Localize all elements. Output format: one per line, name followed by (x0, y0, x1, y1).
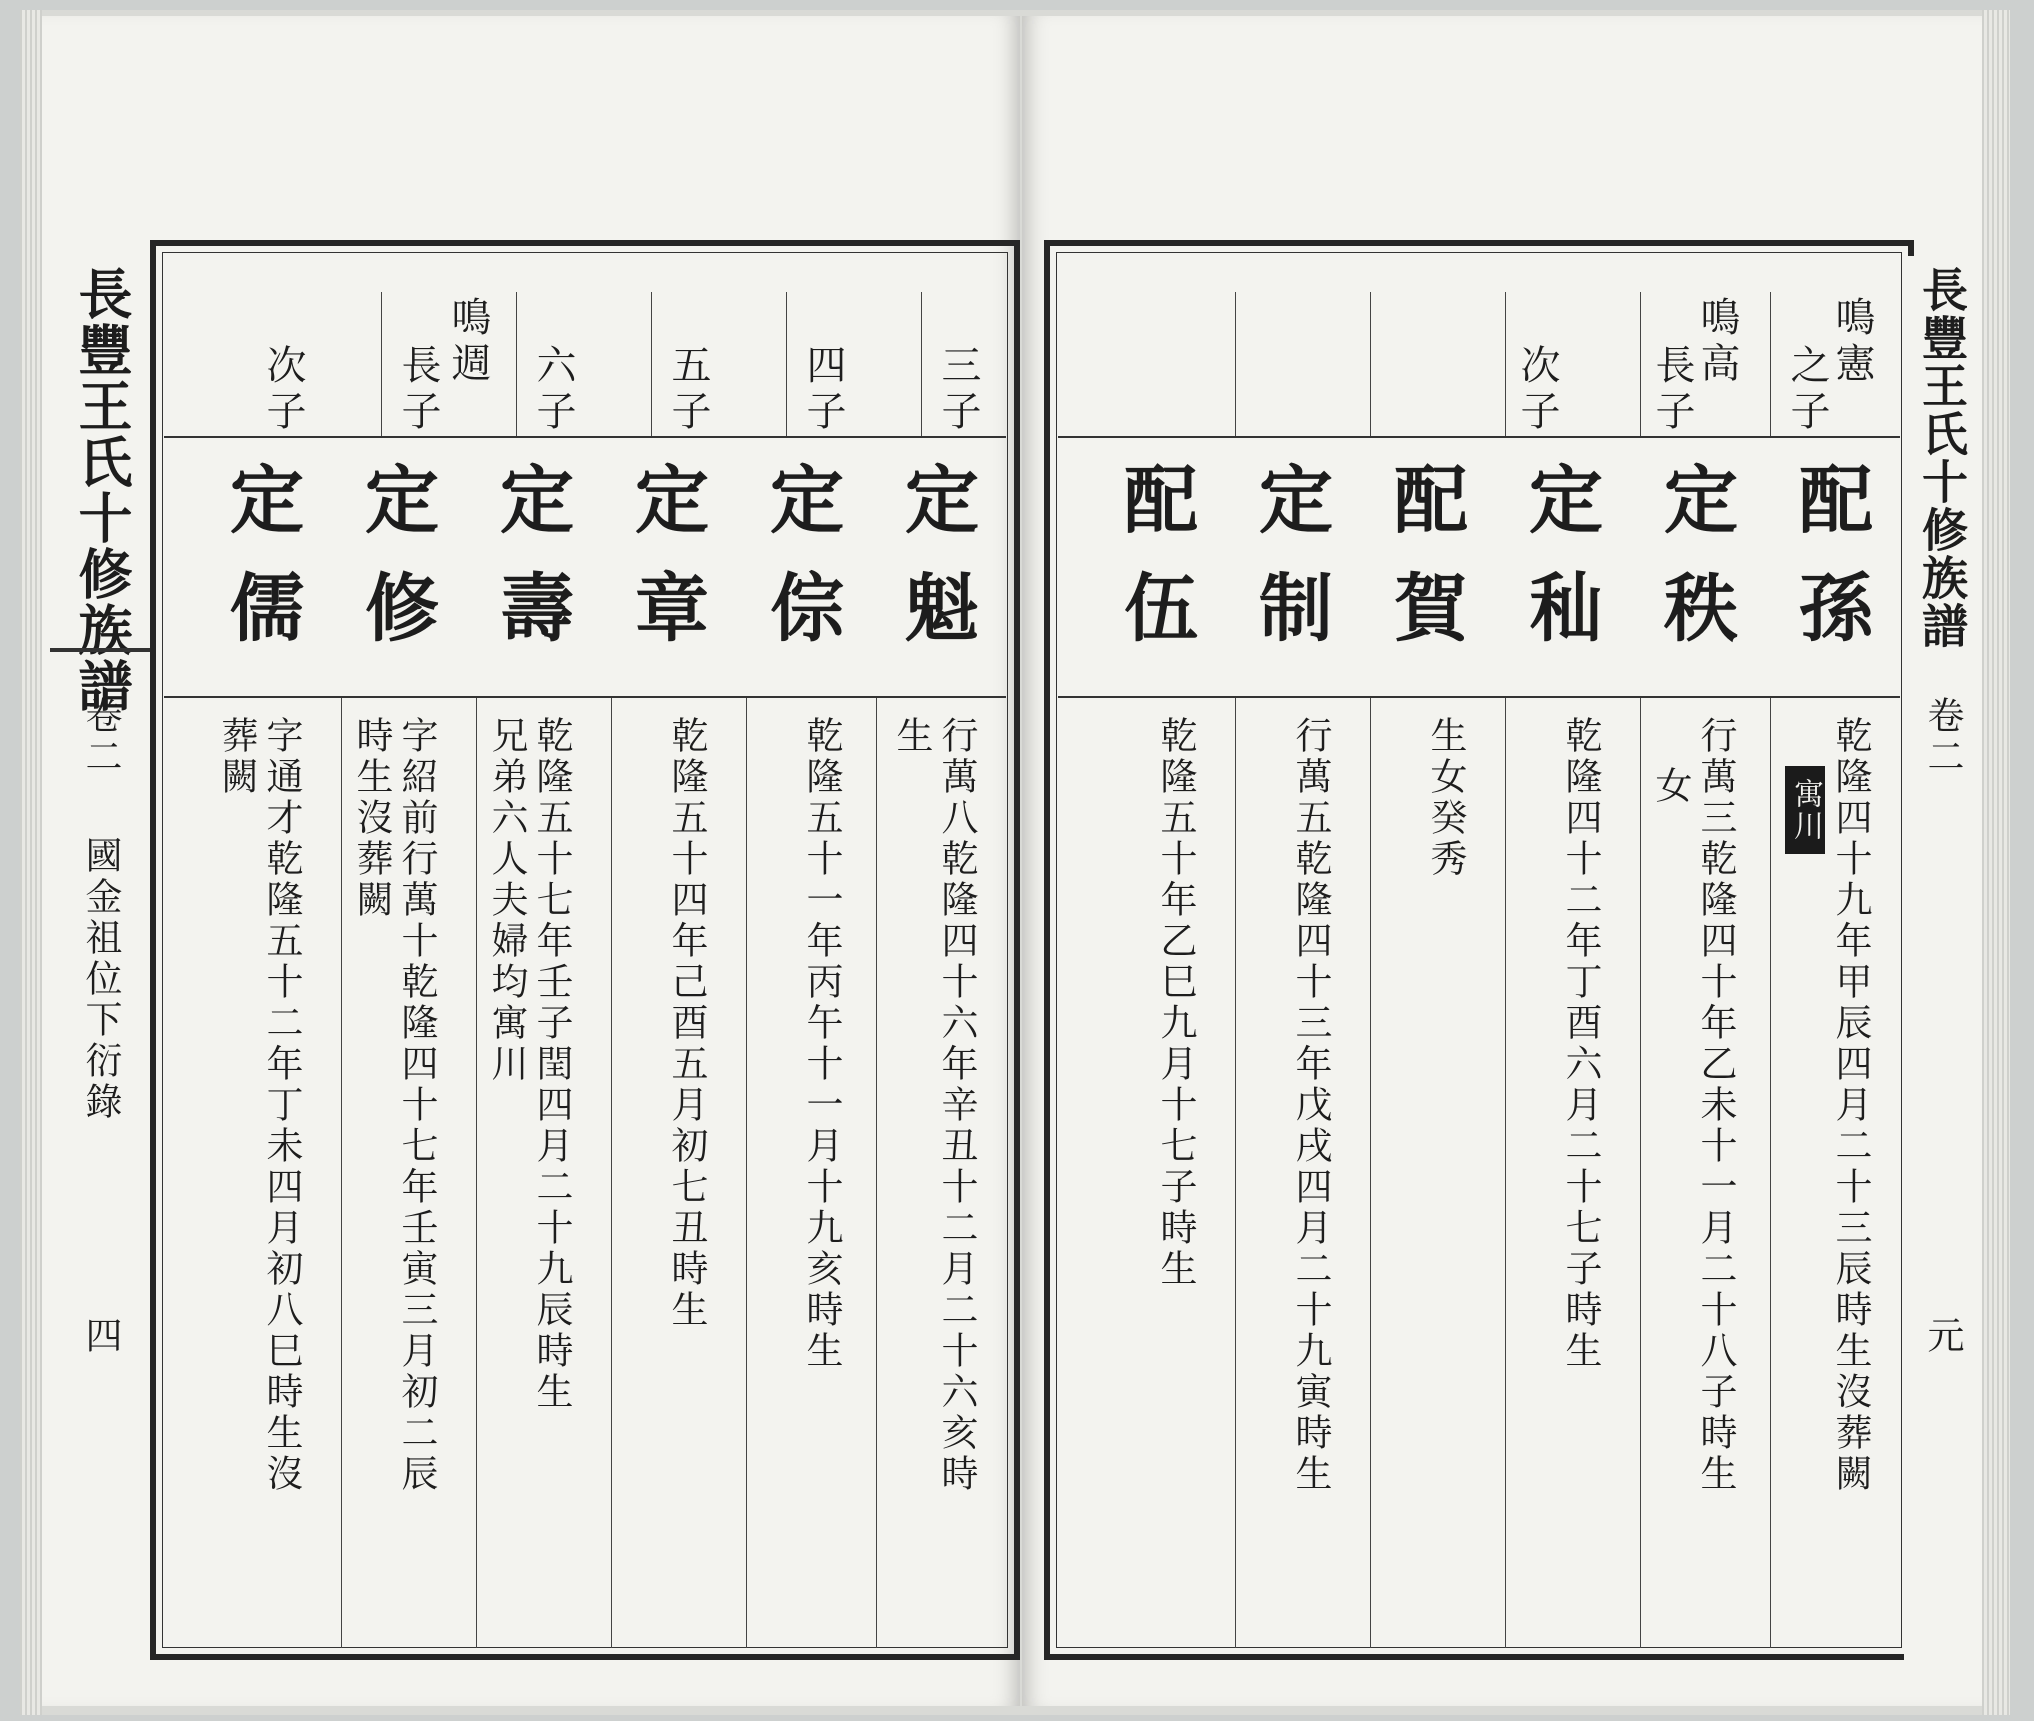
left-body-4-col-1: 時生沒葬闕 (350, 716, 393, 921)
left-body-0-col-1: 生 (890, 716, 933, 757)
left-spine-volume: 卷二 (79, 696, 122, 778)
right-body-1-seal: 寓川 (1785, 766, 1825, 854)
left-header-0: 三子 (935, 344, 981, 436)
right-name-0: 配孫 (1787, 461, 1873, 677)
left-body-1-col-0: 乾隆五十一年丙午十一月十九亥時生 (800, 716, 843, 1372)
left-header-2: 五子 (665, 344, 711, 436)
left-spine-page: 四 (79, 1316, 122, 1357)
right-name-1: 定秩 (1652, 461, 1738, 677)
left-header-4-father: 鳴週 (445, 296, 491, 388)
right-body-5-col-0: 乾隆五十年乙巳九月十七子時生 (1154, 716, 1197, 1290)
right-header-0-father: 鳴憲 (1829, 296, 1875, 388)
left-body-5-col-0: 字通才乾隆五十二年丁未四月初八巳時生沒 (260, 716, 303, 1495)
page-edges-left (20, 10, 42, 1715)
right-name-2: 定秈 (1517, 461, 1603, 677)
left-spine-section: 國金祖位下衍錄 (79, 836, 122, 1123)
right-body-2-col-1: 女 (1649, 766, 1692, 807)
left-body-4-col-0: 字紹前行萬十乾隆四十七年壬寅三月初二辰 (395, 716, 438, 1495)
right-header-1-father: 鳴高 (1694, 296, 1740, 388)
right-body-1-col-0: 行萬三乾隆四十年乙未十一月二十八子時生 (1694, 716, 1737, 1495)
right-body-0-col-0: 乾隆四十九年甲辰四月二十三辰時生沒葬闕 (1829, 716, 1872, 1495)
left-header-4: 長子 (395, 344, 441, 436)
left-body-2-col-0: 乾隆五十四年己酉五月初七丑時生 (665, 716, 708, 1331)
right-body-2-col-0: 乾隆四十二年丁酉六月二十七子時生 (1559, 716, 1602, 1372)
right-name-5: 配伍 (1112, 461, 1198, 677)
left-body-3-col-1: 兄弟六人夫婦均寓川 (485, 716, 528, 1085)
left-name-3: 定壽 (488, 461, 574, 677)
right-spine-title: 長豐王氏十修族譜 (1915, 266, 1969, 650)
page-edges-right (1982, 10, 2010, 1715)
right-spine (1904, 256, 1978, 1696)
left-spine-title: 長豐王氏十修族譜 (70, 266, 134, 714)
left-name-4: 定修 (353, 461, 439, 677)
left-body-3-col-0: 乾隆五十七年壬子閏四月二十九辰時生 (530, 716, 573, 1413)
right-name-4: 定制 (1247, 461, 1333, 677)
right-page (1022, 16, 1982, 1706)
right-name-3: 配賀 (1382, 461, 1468, 677)
left-frame (150, 240, 1020, 1660)
left-body-5-col-1: 葬闕 (215, 716, 258, 798)
left-name-0: 定魁 (893, 461, 979, 677)
left-page (42, 16, 1020, 1706)
right-header-0: 之子 (1784, 344, 1830, 436)
right-body-4-col-0: 行萬五乾隆四十三年戊戌四月二十九寅時生 (1289, 716, 1332, 1495)
left-name-5: 定儒 (218, 461, 304, 677)
left-name-1: 定倧 (758, 461, 844, 677)
left-header-5: 次子 (260, 344, 306, 436)
right-header-2: 次子 (1514, 344, 1560, 436)
right-frame (1044, 240, 1914, 1660)
right-spine-page: 元 (1921, 1316, 1964, 1357)
left-header-3: 六子 (530, 344, 576, 436)
left-name-2: 定章 (623, 461, 709, 677)
left-body-0-col-0: 行萬八乾隆四十六年辛丑十二月二十六亥時 (935, 716, 978, 1495)
right-spine-volume: 卷二 (1921, 696, 1964, 778)
right-body-3-col-0: 生女癸秀 (1424, 716, 1467, 880)
right-header-1: 長子 (1649, 344, 1695, 436)
left-header-1: 四子 (800, 344, 846, 436)
open-book (20, 10, 2010, 1715)
left-spine (50, 256, 154, 1696)
